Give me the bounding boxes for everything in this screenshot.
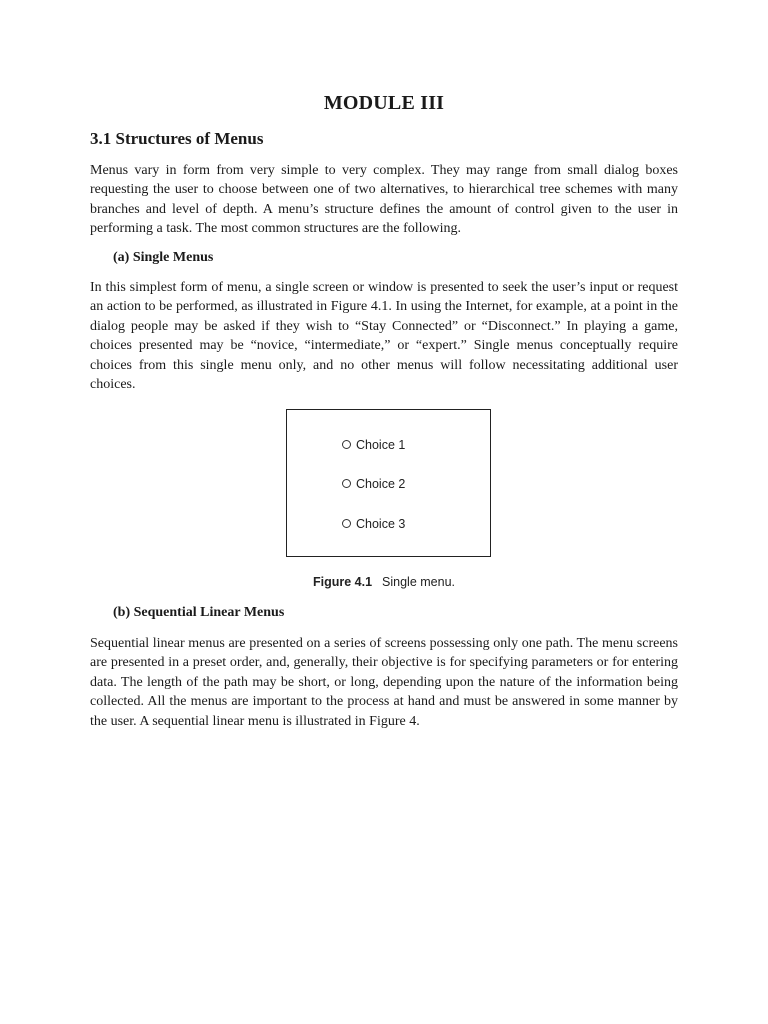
sequential-menus-paragraph: Sequential linear menus are presented on a series of screens possessing only one path. The menu screens are presented in a preset order, and, generally, their objective is for specifying parameters or for entering data. The length of the path may be short, or long, depending upon the nature of the information being collected. All the menus are important to the process at hand and must be answered in some manner by the user. A sequential linear menu is illustrated in Figure 4. (90, 636, 678, 729)
sequential-menus-heading: (b) Sequential Linear Menus (113, 605, 285, 620)
single-menus-paragraph: In this simplest form of menu, a single screen or window is presented to seek the user’s input or request an action to be performed, as illustrated in Figure 4.1. In using the Internet, for example, at a point in the dialog people may be asked if they wish to “Stay Connected” or “Disconnect.” In playing a game, choices presented may be “novice, “intermediate,” or “expert.” Single menus conceptually require choices from this single menu only, and no other menus will follow necessitating additional user choices. (90, 280, 678, 393)
choice-label: Choice 2 (356, 477, 406, 491)
choice-label: Choice 1 (356, 438, 406, 452)
figure-single-menu (286, 409, 491, 557)
figure-caption-label: Figure 4.1 (312, 575, 373, 589)
menu-choice (342, 477, 405, 491)
module-title: MODULE III (323, 92, 445, 114)
single-menus-heading: (a) Single Menus (113, 250, 214, 265)
figure-caption-text: Single menu. (382, 575, 455, 589)
radio-circle-icon (342, 479, 351, 488)
choice-label: Choice 3 (356, 517, 406, 531)
section-heading: 3.1 Structures of Menus (90, 129, 264, 148)
intro-paragraph: Menus vary in form from very simple to very complex. They may range from small dialog boxes requesting the user to choose between one of two alternatives, to hierarchical tree schemes with many branches and level of depth. A menu’s structure defines the amount of control given to the user in performing a task. The most common structures are the following. (90, 163, 678, 237)
radio-circle-icon (342, 440, 351, 449)
radio-circle-icon (342, 519, 351, 528)
menu-choice (342, 438, 405, 452)
figure-caption (0, 575, 768, 589)
menu-choice (342, 517, 405, 531)
